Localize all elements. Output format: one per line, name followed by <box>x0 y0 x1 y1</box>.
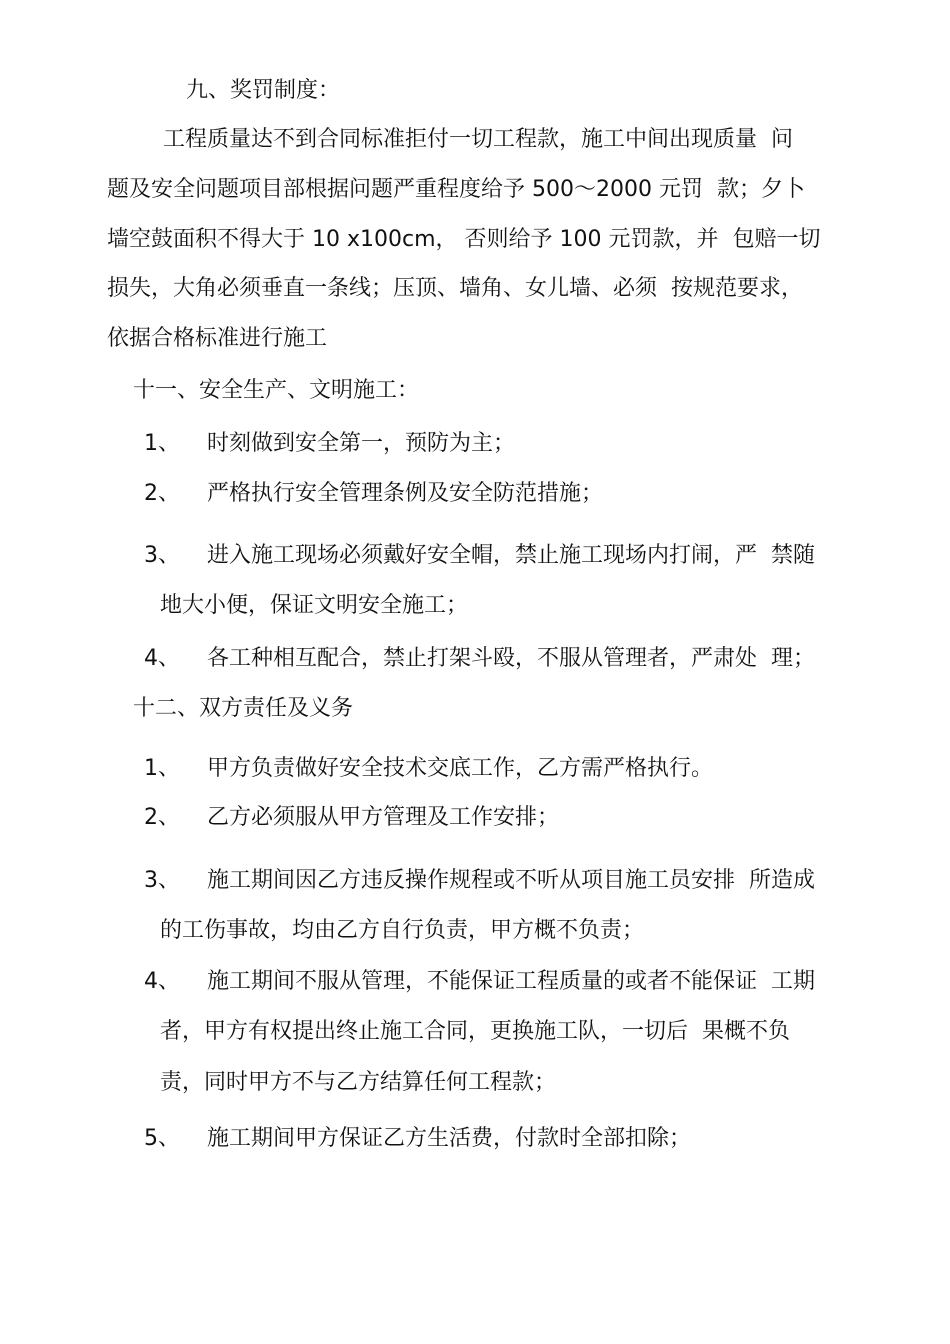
section-9-paragraph-line: 题及安全问题项目部根据问题严重程度给予 500〜2000 元罚 款；夕卜 <box>107 177 805 202</box>
list-item-number: 3、 <box>144 868 180 893</box>
list-item-text: 施工期间甲方保证乙方生活费，付款时全部扣除； <box>207 1126 692 1151</box>
list-item-text: 进入施工现场必须戴好安全帽，禁止施工现场内打闹，严 禁随 <box>207 543 815 568</box>
section-9-heading: 九、奖罚制度： <box>186 78 341 103</box>
section-11-heading: 十一、安全生产、文明施工： <box>133 378 420 403</box>
list-item-text: 时刻做到安全第一，预防为主； <box>207 431 516 456</box>
list-item-text: 各工种相互配合，禁止打架斗殴，不服从管理者，严肃处 理； <box>207 646 815 671</box>
list-item-number: 1、 <box>144 756 180 781</box>
list-item-text-continuation: 地大小便，保证文明安全施工； <box>160 593 469 618</box>
section-9-paragraph-line: 损失，大角必须垂直一条线；压顶、墙角、女儿墙、必须 按规范要求， <box>107 276 803 301</box>
section-9-paragraph-line: 工程质量达不到合同标准拒付一切工程款，施工中间出现质量 问 <box>163 127 793 152</box>
list-item-number: 4、 <box>144 969 180 994</box>
list-item-number: 4、 <box>144 646 180 671</box>
list-item-number: 3、 <box>144 543 180 568</box>
section-9-paragraph-line: 依据合格标准进行施工 <box>107 326 328 351</box>
list-item-text-continuation: 责，同时甲方不与乙方结算任何工程款； <box>160 1070 557 1095</box>
list-item-text: 严格执行安全管理条例及安全防范措施； <box>207 481 604 506</box>
list-item-text-continuation: 者，甲方有权提出终止施工合同，更换施工队，一切后 果概不负 <box>160 1019 790 1044</box>
list-item-text: 施工期间因乙方违反操作规程或不听从项目施工员安排 所造成 <box>207 868 815 893</box>
list-item-number: 2、 <box>144 805 180 830</box>
list-item-text-continuation: 的工伤事故，均由乙方自行负责，甲方概不负责； <box>160 918 645 943</box>
list-item-number: 1、 <box>144 431 180 456</box>
list-item-text: 乙方必须服从甲方管理及工作安排； <box>207 805 560 830</box>
section-9-paragraph-line: 墙空鼓面积不得大于 10 x100cm， 否则给予 100 元罚款，并 包赔一切 <box>107 227 821 252</box>
list-item-number: 2、 <box>144 481 180 506</box>
section-12-heading: 十二、双方责任及义务 <box>133 696 354 721</box>
list-item-text: 施工期间不服从管理，不能保证工程质量的或者不能保证 工期 <box>207 969 815 994</box>
list-item-number: 5、 <box>144 1126 180 1151</box>
list-item-text: 甲方负责做好安全技术交底工作，乙方需严格执行。 <box>207 756 714 781</box>
